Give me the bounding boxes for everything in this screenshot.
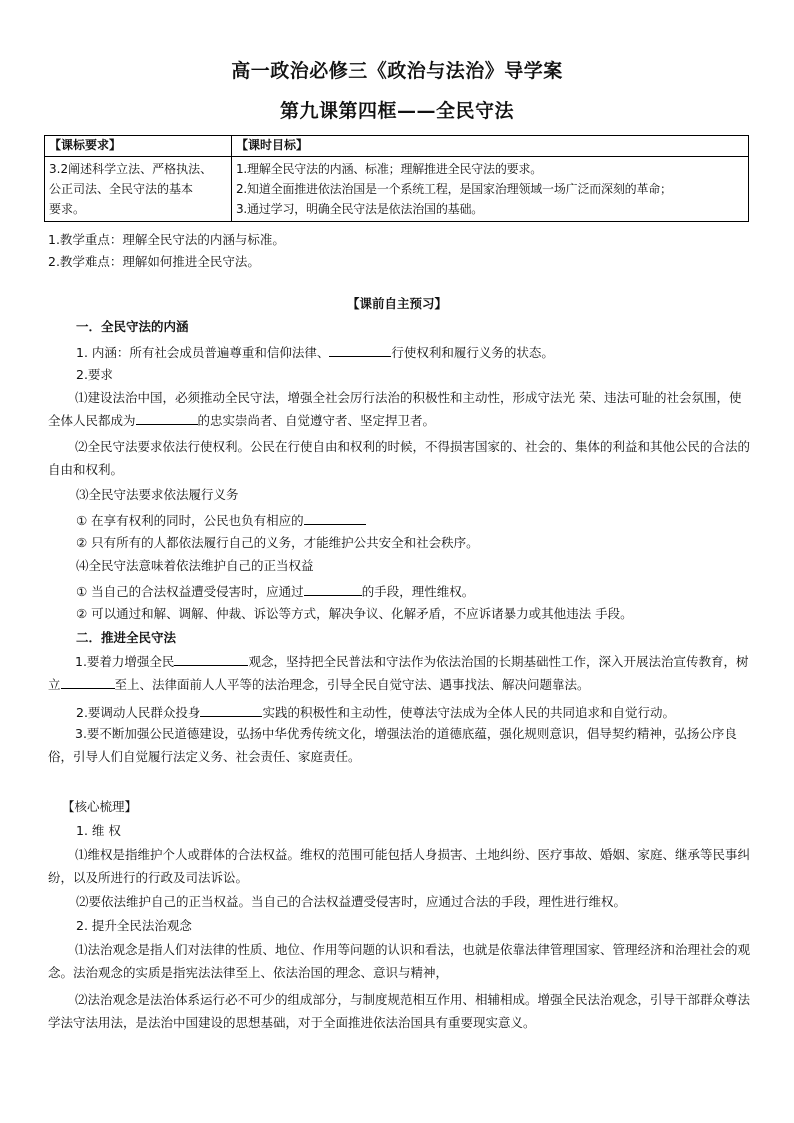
promote-paragraph-3: 3.要不断加强公民道德建设，弘扬中华优秀传统文化，增强法治的道德底蕴，强化规则意识，倡导契约精神，弘扬公序良俗，引导人们自觉履行法定义务、社会责任、家庭责任。 [48, 726, 737, 764]
duty-point-2: ② 只有所有的人都依法履行自己的义务，才能维护公共安全和社会秩序。 [76, 535, 479, 550]
connotation-text-b: 行使权利和履行义务的状态。 [391, 345, 554, 360]
header-standard-requirements: 【课标要求】 [45, 136, 232, 157]
objectives-table [44, 135, 749, 222]
teaching-key-point: 1.教学重点：理解全民守法的内涵与标准。 [48, 232, 285, 247]
lesson-subtitle: 第九课第四框——全民守法 [279, 100, 514, 122]
core-concept-paragraph-2: ⑵法治观念是法治体系运行必不可少的组成部分，与制度规范相互作用、相辅相成。增强全民法治观念，引导干部群众尊法学法守法用法，是法治中国建设的思想基础，对于全面推进依法治国具有重要现实意义。 [48, 992, 751, 1030]
requirement-paragraph-3: ⑶全民守法要求依法履行义务 [76, 487, 239, 502]
req1-text-a: ⑴建设法治中国，必须推动全民守法，增强全社会厉行法治的积极性和主动性，形成守法光 荣、违法可耻的社会氛围，使全体人民都成为 [48, 390, 742, 428]
rights-point-1 [76, 581, 474, 601]
promote-2-text-a: 2.要调动人民群众投身 [76, 705, 201, 720]
lesson-goals-cell [232, 157, 749, 222]
requirement-paragraph-1 [48, 386, 752, 432]
connotation-line [76, 342, 554, 362]
promote-1-text-a: 1.要着力增强全民 [75, 654, 175, 669]
core-concept-paragraph-1: ⑴法治观念是指人们对法律的性质、地位、作用等问题的认识和看法，也就是依靠法律管理国家、管理经济和治理社会的观念。法治观念的实质是指宪法法律至上、依法治国的理念、意识与精神， [48, 942, 751, 980]
fill-blank[interactable] [304, 581, 362, 596]
preview-heading-2: 二．推进全民守法 [76, 630, 177, 645]
requirements-label: 2.要求 [76, 367, 113, 382]
requirement-line: 3.2阐述科学立法、严格执法、 [49, 162, 213, 176]
core-heading-2: 2. 提升全民法治观念 [76, 918, 192, 933]
core-rights-paragraph-1: ⑴维权是指维护个人或群体的合法权益。维权的范围可能包括人身损害、土地纠纷、医疗事故、婚姻、家庭、继承等民事纠纷，以及所进行的行政及司法诉讼。 [48, 847, 751, 885]
goal-line: 1.理解全民守法的内涵、标准；理解推进全民守法的要求。 [236, 162, 543, 176]
fill-blank[interactable] [329, 342, 391, 357]
preview-heading-1: 一．全民守法的内涵 [76, 319, 189, 334]
teaching-difficult-point: 2.教学难点：理解如何推进全民守法。 [48, 254, 260, 269]
requirement-line: 公正司法、全民守法的基本 [49, 182, 194, 196]
requirement-paragraph-2: ⑵全民守法要求依法行使权利。公民在行使自由和权利的时候，不得损害国家的、社会的、集体的利益和其他公民的合法的自由和权利。 [48, 439, 751, 477]
document-title: 高一政治必修三《政治与法治》导学案 [231, 60, 563, 82]
goal-line: 2.知道全面推进依法治国是一个系统工程，是国家治理领域一场广泛而深刻的革命； [236, 182, 672, 196]
fill-blank[interactable] [61, 674, 115, 689]
connotation-text-a: 1. 内涵：所有社会成员普遍尊重和信仰法律、 [76, 345, 330, 360]
promote-1-text-b: 观念，坚持把全民普法和守法作为依法治国的长期基础性工作，深入开展法治宣传教育，树立 [48, 654, 749, 692]
promote-2-text-b: 实践的积极性和主动性，使尊法守法成为全体人民的共同追求和自觉行动。 [262, 705, 675, 720]
duty-point-1 [76, 510, 366, 530]
preview-section-title: 【课前自主预习】 [346, 296, 447, 311]
goal-line: 3.通过学习，明确全民守法是依法治国的基础。 [236, 202, 484, 216]
rights-point-2: ② 可以通过和解、调解、仲裁、诉讼等方式，解决争议、化解矛盾，不应诉诸暴力或其他违法 手段。 [76, 606, 633, 621]
promote-paragraph-2 [76, 702, 675, 722]
rights-point-1-text-b: 的手段，理性维权。 [361, 584, 475, 599]
standard-requirements-cell [45, 157, 232, 222]
table-header-row [45, 136, 749, 157]
header-lesson-goals: 【课时目标】 [232, 136, 749, 157]
rights-point-1-text-a: ① 当自己的合法权益遭受侵害时，应通过 [76, 584, 304, 599]
core-rights-paragraph-2: ⑵要依法维护自己的正当权益。当自己的合法权益遭受侵害时，应通过合法的手段，理性进行维权。 [76, 894, 627, 909]
fill-blank[interactable] [304, 510, 366, 525]
fill-blank[interactable] [136, 410, 198, 425]
req1-text-b: 的忠实崇尚者、自觉遵守者、坚定捍卫者。 [197, 413, 436, 428]
requirement-line: 要求。 [49, 202, 86, 216]
core-heading-1: 1. 维 权 [76, 823, 121, 838]
requirement-paragraph-4: ⑷全民守法意味着依法维护自己的正当权益 [76, 558, 314, 573]
fill-blank[interactable] [174, 651, 248, 666]
promote-1-text-c: 至上、法律面前人人平等的法治理念，引导全民自觉守法、遇事找法、解决问题靠法。 [114, 677, 590, 692]
fill-blank[interactable] [200, 702, 262, 717]
table-body-row [45, 157, 749, 222]
promote-paragraph-1 [48, 650, 752, 696]
core-section-title: 【核心梳理】 [62, 799, 138, 814]
duty-point-1-text: ① 在享有权利的同时，公民也负有相应的 [76, 513, 304, 528]
